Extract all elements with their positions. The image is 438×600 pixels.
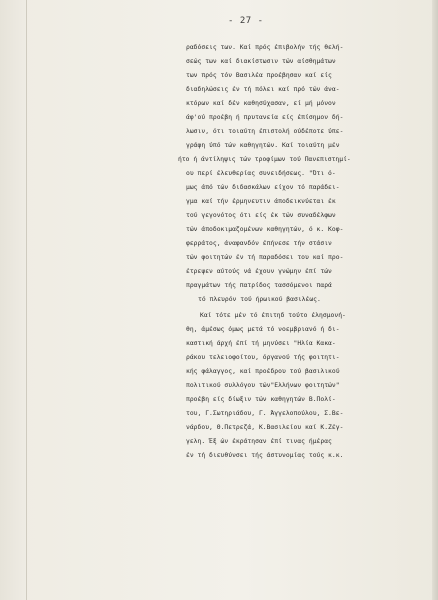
text-line: ου περί έλευθερίας συνειδήσεως. "Ότι ό- bbox=[186, 170, 336, 177]
text-line: κτόρων καί δέν καθησύχασαν, εί μή μόνον bbox=[186, 100, 336, 107]
page-number: - 27 - bbox=[228, 16, 264, 26]
text-line: φερράτος, άναφανδόν έπήνεσε τήν στάσιν bbox=[186, 240, 332, 247]
text-line: κής φάλαγγος, καί προέδρου τού βασιλικού bbox=[186, 368, 340, 375]
text-line: πραγμάτων τής πατρίδος τασσόμενοι παρά bbox=[186, 282, 332, 289]
text-line: έτρεψεν αύτούς νά έχουν γνώμην έπί τών bbox=[186, 268, 332, 275]
text-line: γμα καί τήν έρμηνευτιν άποδεικνύεται έκ bbox=[186, 198, 336, 205]
text-line: τού γεγονότος ότι είς έκ τών συναδέλφων bbox=[186, 212, 336, 219]
text-line: νάρδου, Θ.Πετρεζά, Κ.Βασιλείου καί Κ.Ζέγ- bbox=[186, 424, 344, 431]
text-line: σεώς των καί διακίστωσιν τών αίσθημάτων bbox=[186, 58, 336, 65]
text-line: Καί τότε μέν τό έπιτηδ τούτο έλησμονή- bbox=[200, 312, 346, 319]
text-line: ήτο ή άντίληψις τών τροφίμων τού Πανεπιστημί- bbox=[178, 156, 351, 163]
text-line: τών άποδοκιμαζομένων καθηγητών, ό κ. Κοφ- bbox=[186, 226, 344, 233]
binding-fold bbox=[26, 0, 27, 600]
left-margin bbox=[0, 0, 26, 600]
text-line: ραδόσεις των. Καί πρός έπιβολήν τής θελή- bbox=[186, 44, 344, 51]
text-line: προέβη είς δίωξιν τών καθηγητών Β.Πολί- bbox=[186, 396, 336, 403]
page-edge bbox=[432, 0, 438, 600]
text-line: γελη. Έξ ών έκράτησαν έπί τινας ήμέρας bbox=[186, 438, 332, 445]
text-line: του, Γ.Σωτηριάδου, Γ. Άγγελοπούλου, Σ.Βε- bbox=[186, 410, 344, 417]
text-line: πολιτικού συλλόγου τών"Ελλήνων φοιτητών" bbox=[186, 382, 340, 389]
text-line: έν τή διευθύνσει τής άστυνομίας τούς κ.κ. bbox=[186, 452, 344, 459]
text-line: τό πλευρόν τού ήρωικού βασιλέως. bbox=[198, 296, 321, 303]
text-line: άφ'ού προέβη ή πρυτανεία είς έπίσημον δή- bbox=[186, 114, 344, 121]
text-line: θη, άμέσως όμως μετά τό νοεμβριανό ή δι- bbox=[186, 326, 340, 333]
text-line: διαδηλώσεις έν τή πόλει καί πρό τών άνα- bbox=[186, 86, 340, 93]
text-line: καστική άρχή έπί τή μηνύσει "Ηλία Κακα- bbox=[186, 340, 336, 347]
text-line: ράκου τελειοφοίτου, όργανού τής φοιτητι- bbox=[186, 354, 340, 361]
text-line: μως άπό τών διδασκάλων είχον τό παράδει- bbox=[186, 184, 340, 191]
text-line: λωσιν, ότι τοιαύτη έπιστολή ούδέποτε ύπε- bbox=[186, 128, 344, 135]
text-line: γράφη ύπό τών καθηγητών. Καί τοιαύτη μέν bbox=[186, 142, 340, 149]
text-line: τών φοιτητών έν τή παραδόσει του καί προ- bbox=[186, 254, 344, 261]
text-line: των πρός τόν Βασιλέα προέβησαν καί είς bbox=[186, 72, 332, 79]
